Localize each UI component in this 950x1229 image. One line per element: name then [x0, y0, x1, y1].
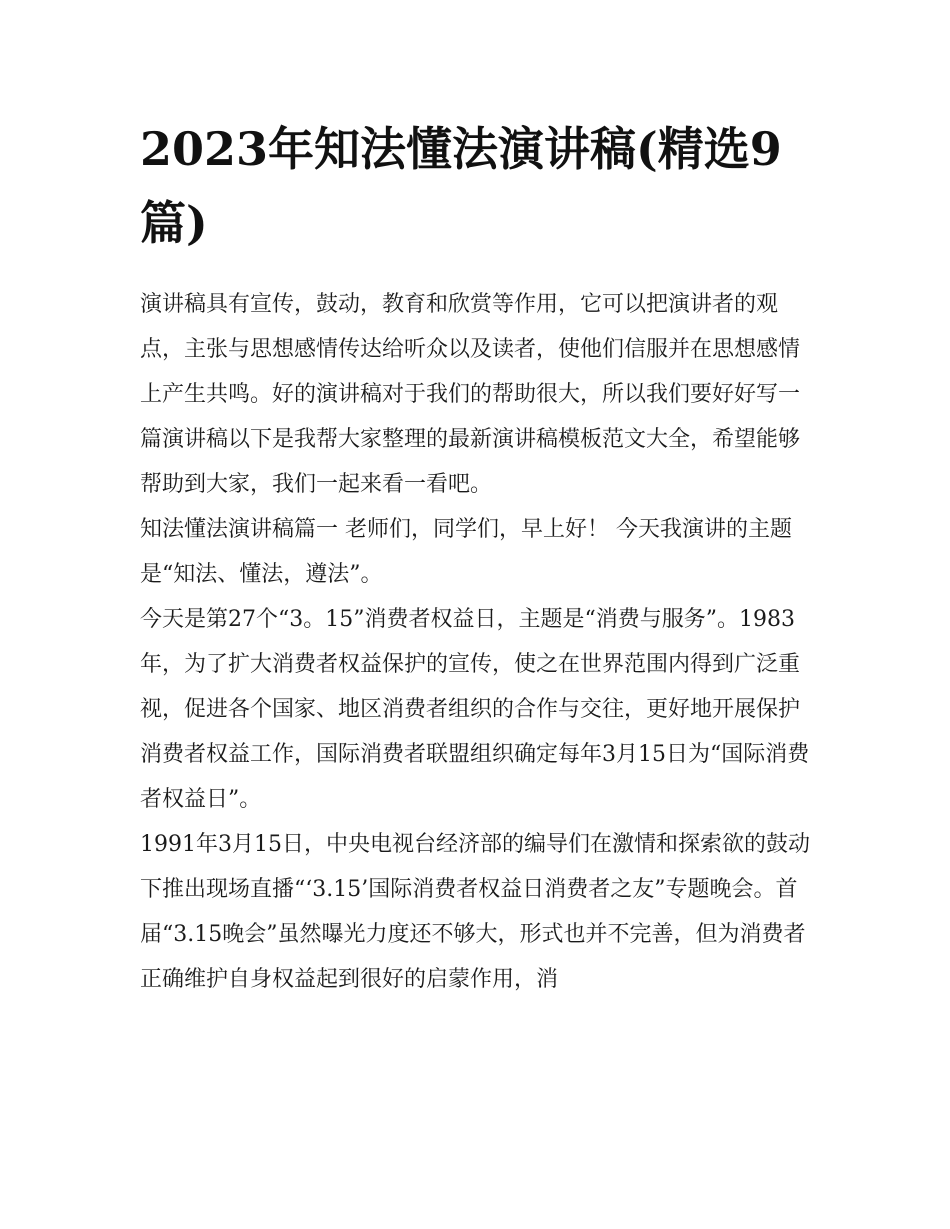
paragraph-intro: 演讲稿具有宣传，鼓动，教育和欣赏等作用，它可以把演讲者的观点，主张与思想感情传达给听众以及读者，使他们信服并在思想感情上产生共鸣。好的演讲稿对于我们的帮助很大，所以我们要好好写一篇演讲稿以下是我帮大家整理的最新演讲稿模板范文大全，希望能够帮助到大家，我们一起来看一看吧。 [140, 292, 801, 497]
document-title: 2023年知法懂法演讲稿(精选9篇) [140, 122, 782, 250]
paragraph-speech-opening: 知法懂法演讲稿篇一 老师们，同学们，早上好！ 今天我演讲的主题是“知法、懂法，遵法”。 [140, 517, 792, 587]
paragraph-consumer-rights-day: 今天是第27个“3。15”消费者权益日，主题是“消费与服务”。1983年，为了扩大消费者权益保护的宣传，使之在世界范围内得到广泛重视，促进各个国家、地区消费者组织的合作与交往，更好地开展保护消费者权益工作，国际消费者联盟组织确定每年3月15日为“国际消费者权益日”。 [140, 607, 810, 812]
paragraph-315-gala: 1991年3月15日，中央电视台经济部的编导们在激情和探索欲的鼓动下推出现场直播“‘3.15’国际消费者权益日消费者之友”专题晚会。首届“3.15晚会”虽然曝光力度还不够大，形式也并不完善，但为消费者正确维护自身权益起到很好的启蒙作用，消 [140, 832, 810, 992]
document-body [140, 282, 820, 1002]
